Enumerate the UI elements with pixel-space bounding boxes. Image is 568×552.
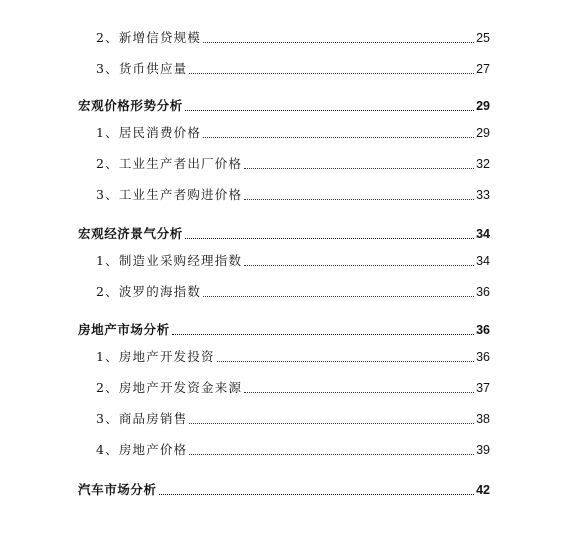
toc-entry-cpi[interactable] <box>96 123 490 143</box>
toc-page-number: 36 <box>476 350 490 364</box>
toc-entry-re-investment[interactable] <box>96 347 490 367</box>
toc-entry-ppi[interactable] <box>96 154 490 174</box>
dot-leader <box>203 137 474 138</box>
dot-leader <box>189 423 474 424</box>
toc-page-number: 33 <box>476 188 490 202</box>
toc-page-number: 39 <box>476 443 490 457</box>
dot-leader <box>189 73 474 74</box>
toc-entry-pmi[interactable] <box>96 251 490 271</box>
dot-leader <box>172 334 474 335</box>
toc-page-number: 32 <box>476 157 490 171</box>
dot-leader <box>189 454 474 455</box>
toc-section-business-climate[interactable] <box>78 224 490 244</box>
toc-page-number: 37 <box>476 381 490 395</box>
dot-leader <box>244 168 474 169</box>
toc-entry-title: 3、商品房销售 <box>96 411 188 426</box>
toc-entry-re-funding[interactable] <box>96 378 490 398</box>
toc-entry-title: 1、房地产开发投资 <box>96 349 215 364</box>
toc-page-number: 36 <box>476 285 490 299</box>
dot-leader <box>244 265 474 266</box>
toc-page-number: 29 <box>476 99 490 113</box>
toc-section-real-estate[interactable] <box>78 320 490 340</box>
dot-leader <box>203 296 474 297</box>
toc-entry-money-supply[interactable] <box>96 59 490 79</box>
toc-section-title: 宏观价格形势分析 <box>78 98 183 113</box>
toc-entry-title: 3、工业生产者购进价格 <box>96 187 243 202</box>
toc-page-number: 34 <box>476 254 490 268</box>
toc-page-number: 25 <box>476 31 490 45</box>
dot-leader <box>203 42 474 43</box>
toc-section-auto-market[interactable] <box>78 480 490 500</box>
toc-page-number: 27 <box>476 62 490 76</box>
toc-entry-housing-sales[interactable] <box>96 409 490 429</box>
toc-entry-re-prices[interactable] <box>96 440 490 460</box>
toc-section-macro-price[interactable] <box>78 96 490 116</box>
toc-page-number: 34 <box>476 227 490 241</box>
toc-entry-new-credit[interactable] <box>96 28 490 48</box>
toc-section-title: 房地产市场分析 <box>78 322 170 337</box>
toc-entry-title: 1、居民消费价格 <box>96 125 202 140</box>
toc-entry-title: 2、波罗的海指数 <box>96 284 202 299</box>
toc-entry-title: 2、新增信贷规模 <box>96 30 202 45</box>
toc-entry-title: 2、工业生产者出厂价格 <box>96 156 243 171</box>
toc-entry-title: 3、货币供应量 <box>96 61 188 76</box>
toc-entry-baltic-index[interactable] <box>96 282 490 302</box>
toc-section-title: 汽车市场分析 <box>78 482 157 497</box>
dot-leader <box>244 199 474 200</box>
toc-page-number: 36 <box>476 323 490 337</box>
dot-leader <box>185 238 474 239</box>
dot-leader <box>244 392 474 393</box>
toc-entry-title: 1、制造业采购经理指数 <box>96 253 243 268</box>
toc-page-number: 38 <box>476 412 490 426</box>
toc-section-title: 宏观经济景气分析 <box>78 226 183 241</box>
toc-entry-title: 2、房地产开发资金来源 <box>96 380 243 395</box>
toc-page-number: 29 <box>476 126 490 140</box>
dot-leader <box>159 494 474 495</box>
toc-page-number: 42 <box>476 483 490 497</box>
dot-leader <box>217 361 474 362</box>
toc-entry-title: 4、房地产价格 <box>96 442 188 457</box>
toc-entry-ppirm[interactable] <box>96 185 490 205</box>
dot-leader <box>185 110 474 111</box>
